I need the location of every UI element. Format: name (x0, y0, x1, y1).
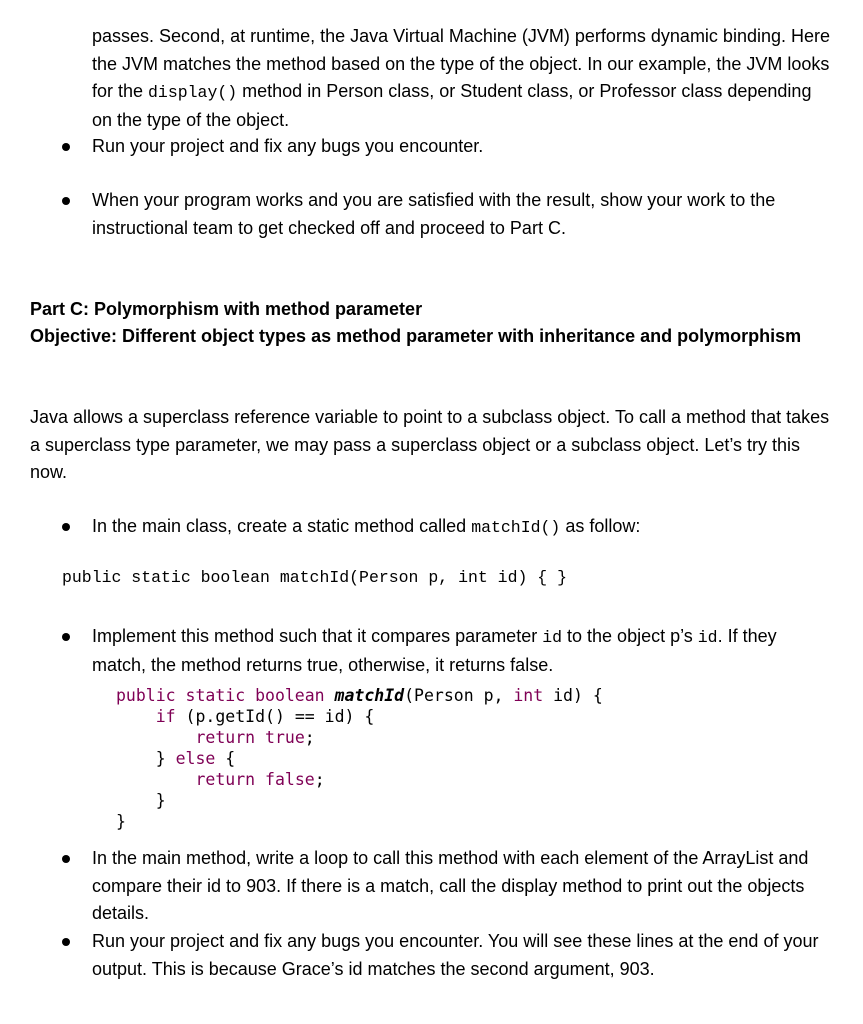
bullet-dot (62, 855, 70, 863)
matchid-code: matchId() (471, 518, 561, 537)
code-block (116, 685, 603, 832)
code-brace: } (155, 791, 166, 810)
code-semicolon: ; (304, 728, 315, 747)
bullet-dot (62, 633, 70, 641)
step1-text-before: In the main class, create a static method called (92, 516, 472, 536)
code-true: true (255, 728, 305, 747)
part-c-paragraph: Java allows a superclass reference variable to point to a subclass object. To call a method that takes a superclass type parameter, we may pass a superclass object or a subclass object. Let’s try this now. (30, 407, 830, 482)
bullet-dot (62, 938, 70, 946)
code-method-name: matchId (334, 686, 405, 705)
code-if: if (155, 707, 176, 726)
id-code-2: id (697, 628, 718, 647)
bullet-dot (62, 143, 70, 151)
code-else: else (175, 749, 216, 768)
bullet-loop: In the main method, write a loop to call this method with each element of the ArrayList and compare their id to 903. If there is a match, call the display method to print out the objects details. (92, 848, 809, 923)
part-c-objective: Objective: Different object types as method parameter with inheritance and polymorphism (30, 326, 802, 346)
display-code: display() (148, 83, 238, 102)
part-c-title: Part C: Polymorphism with method parameter (30, 299, 423, 319)
method-signature: public static boolean matchId(Person p, int id) { } (62, 568, 567, 587)
bullet-dot (62, 197, 70, 205)
intro-paragraph (92, 23, 832, 134)
step2-text-3: . If they match, the method returns true, otherwise, it returns false. (92, 626, 777, 675)
id-code-1: id (542, 628, 563, 647)
code-if-cond: (p.getId() == id) { (175, 707, 375, 726)
bullet-run-project: Run your project and fix any bugs you encounter. (92, 136, 484, 156)
bullet-create-method (92, 513, 832, 542)
code-params-a: (Person p, (404, 686, 514, 705)
code-false: false (255, 770, 315, 789)
code-brace: { (215, 749, 236, 768)
bullet-dot (62, 523, 70, 531)
code-brace: } (155, 749, 176, 768)
code-semicolon: ; (314, 770, 325, 789)
step2-text-2: to the object p’s (562, 626, 698, 646)
bullet-show-work: When your program works and you are satisfied with the result, show your work to the instructional team to get checked off and proceed to Part C. (92, 190, 776, 238)
step1-text-after: as follow: (560, 516, 641, 536)
intro-text-1: passes. Second, at runtime, the Java Virtual Machine (JVM) performs dynamic binding. Here the JVM matches the method based on the type of the object. In our example, the JVM looks for the (92, 26, 830, 101)
code-return: return (195, 728, 256, 747)
code-return: return (195, 770, 256, 789)
bullet-run-output: Run your project and fix any bugs you encounter. You will see these lines at the end of your output. This is because Grace’s id matches the second argument, 903. (92, 931, 819, 979)
code-params-b: id) { (543, 686, 603, 705)
intro-text-2: method in Person class, or Student class, or Professor class depending on the type of the object. (92, 81, 812, 130)
bullet-implement-method (92, 623, 832, 679)
code-keywords: public static boolean (116, 686, 335, 705)
step2-text-1: Implement this method such that it compares parameter (92, 626, 543, 646)
code-int: int (513, 686, 544, 705)
code-brace: } (116, 812, 126, 831)
